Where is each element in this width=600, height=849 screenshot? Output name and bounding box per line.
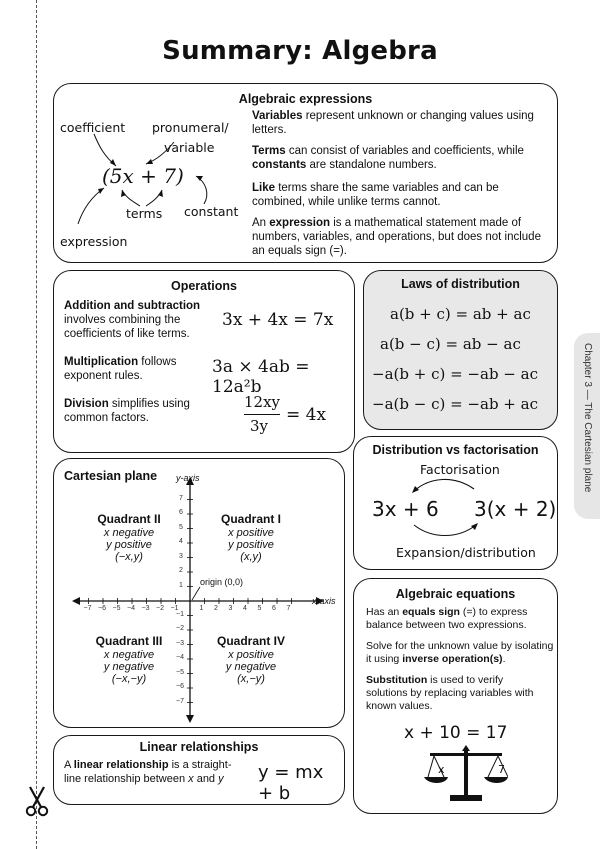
like-terms-paragraph: Like terms share the same variables and can be combined, while unlike terms cannot. [252,182,499,208]
substitution-paragraph: Substitution is used to verify solutions by replacing variables with known values. [366,674,534,712]
laws-of-distribution-box [363,270,558,430]
linear-text: A linear relationship is a straight-line relationship between x and y [64,759,232,785]
terms-label: terms [126,206,163,221]
chapter-label: Chapter 3 — The Cartesian plane [582,343,593,493]
operations-box [53,270,355,453]
cut-line [36,0,37,849]
left-pan-label: x [438,763,445,776]
y-tick-label: −7 [176,697,184,705]
factorisation-label: Factorisation [420,462,500,477]
y-tick-label: 3 [179,552,183,560]
x-tick-label: 3 [228,605,233,612]
expanded-form: 3x + 6 [372,497,439,521]
y-tick-label: −6 [176,683,184,690]
equations-heading: Algebraic equations [395,587,516,601]
algebraic-expressions-heading: Algebraic expressions [238,92,373,106]
x-axis-label: x-axis [312,596,336,606]
y-tick-label: −5 [176,668,184,676]
x-tick-label: 1 [199,605,204,612]
quadrant-4: Quadrant IV x positive y negative (x,−y) [216,634,285,685]
x-tick-label: −4 [127,605,135,612]
law-1: a(b + c) = ab + ac [390,305,531,323]
expression-label: expression [60,234,128,249]
variables-paragraph: Variables represent unknown or changing values using letters. [252,110,534,136]
y-tick-label: 7 [179,494,183,502]
quadrant-2: Quadrant II x negative y positive (−x,y) [97,512,161,563]
equals-paragraph: Has an equals sign (=) to express balance between two expressions. [366,606,528,631]
addition-text: Addition and subtraction involves combining the coefficients of like terms. [64,300,201,340]
y-tick-label: 6 [179,509,183,516]
balance-scale-icon [424,743,508,805]
x-tick-label: −1 [170,605,179,612]
cartesian-plane-box [53,458,345,728]
expansion-label: Expansion/distribution [396,545,536,560]
law-4: −a(b − c) = −ab + ac [372,395,538,413]
law-3: −a(b + c) = −ab − ac [372,365,538,383]
balance-equation: x + 10 = 17 [404,723,508,743]
quadrant-1: Quadrant I x positive y positive (x,y) [220,512,281,563]
y-tick-label: −3 [176,639,184,647]
factorised-form: 3(x + 2) [474,497,557,521]
y-tick-label: −4 [176,654,184,661]
y-axis-label: y-axis [176,473,200,483]
distribution-vs-factorisation-box [353,436,558,570]
division-bar [244,414,280,415]
x-tick-label: −7 [83,605,92,612]
laws-heading: Laws of distribution [401,277,520,291]
y-tick-label: 5 [179,523,183,531]
y-tick-label: 4 [179,538,183,545]
x-tick-label: −5 [112,605,121,612]
cartesian-heading: Cartesian plane [64,469,158,483]
division-numerator: 12xy [244,393,281,411]
expression-paragraph: An expression is a mathematical statement made of numbers, variables, and operations, but does not include an equals sign (=). [252,217,541,257]
page-title: Summary: Algebra [162,36,438,66]
chapter-side-tab [574,333,600,519]
multiplication-equation: 3a × 4ab = 12a²b [212,357,310,397]
y-tick-label: 1 [179,581,183,589]
multiplication-text: Multiplication follows exponent rules. [64,356,177,382]
y-tick-label: 2 [179,567,183,574]
linear-relationships-box [53,735,345,805]
linear-heading: Linear relationships [139,740,259,754]
quadrant-3: Quadrant III x negative y negative (−x,−y) [95,634,163,685]
y-tick-label: −2 [176,625,184,632]
x-tick-label: 2 [214,605,218,612]
right-pan-label: 7 [498,763,505,776]
inverse-paragraph: Solve for the unknown value by isolating it using inverse operation(s). [366,640,554,665]
x-tick-label: 5 [257,605,262,612]
y-tick-label: −1 [176,610,184,618]
linear-equation: y = mx + b [258,762,324,804]
algebraic-equations-box [353,578,558,814]
law-2: a(b − c) = ab − ac [380,335,521,353]
cartesian-axes [54,459,346,729]
x-tick-label: −2 [156,605,164,612]
diagram-expression: (5x + 7) [102,164,184,188]
x-tick-label: −6 [98,605,106,612]
algebraic-expressions-box [53,83,558,263]
addition-equation: 3x + 4x = 7x [222,310,334,330]
scissors-icon [24,785,50,817]
x-tick-label: −3 [141,605,150,612]
pronumeral-label: pronumeral/ [152,120,229,135]
distribution-heading: Distribution vs factorisation [372,443,539,457]
division-text: Division simplifies using common factors. [64,398,190,424]
origin-label: origin (0,0) [200,577,244,587]
variable-label: variable [164,140,215,155]
x-tick-label: 6 [272,605,276,612]
x-tick-label: 4 [243,605,247,612]
operations-heading: Operations [171,279,237,293]
coefficient-label: coefficient [60,120,126,135]
x-tick-label: 7 [286,605,291,612]
division-result: = 4x [286,405,327,425]
constant-label: constant [184,204,239,219]
terms-paragraph: Terms can consist of variables and coefficients, while constants are standalone numbers. [252,145,524,171]
division-denominator: 3y [250,417,269,435]
